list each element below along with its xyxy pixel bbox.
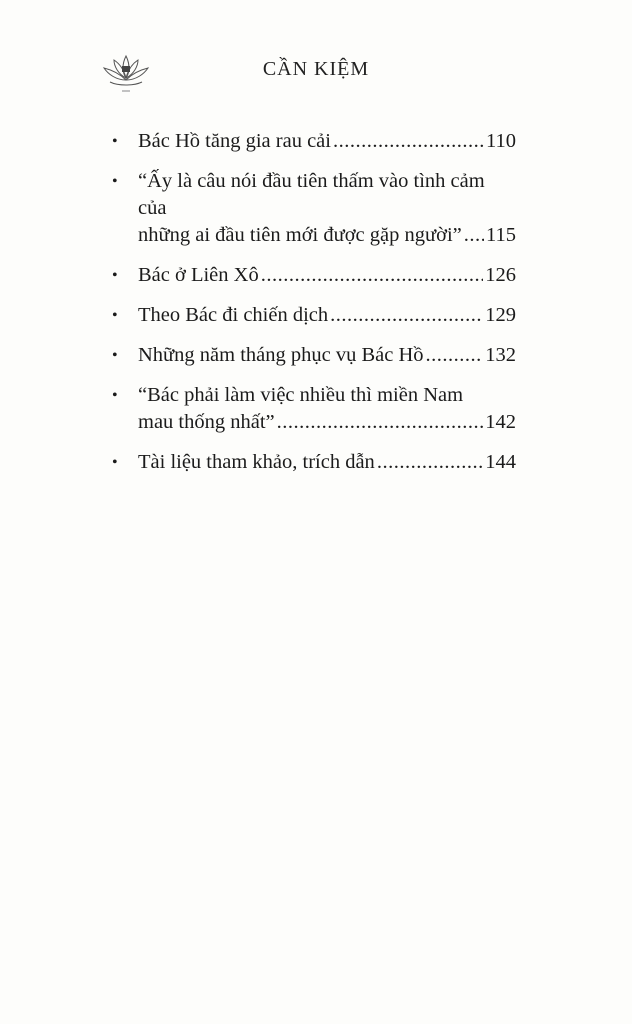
- toc-entry: [112, 449, 516, 476]
- toc-entry-title: Theo Bác đi chiến dịch: [138, 304, 329, 326]
- toc-entry: [112, 128, 516, 155]
- toc-entry: [112, 342, 516, 369]
- toc-entry-title-line: “Bác phải làm việc nhiều thì miền Nam: [138, 384, 464, 406]
- toc-entry-title: Những năm tháng phục vụ Bác Hồ: [138, 344, 424, 366]
- page-title: CẦN KIỆM: [262, 58, 370, 80]
- dot-leader: [464, 222, 484, 249]
- toc-page-number: 129: [485, 304, 516, 326]
- toc-entry: [112, 262, 516, 289]
- toc-page-number: 110: [486, 130, 516, 152]
- dot-leader: [330, 302, 483, 329]
- toc-entry-title-line: “Ấy là câu nói đầu tiên thấm vào tình cảm của: [138, 170, 485, 219]
- toc-entry: [112, 168, 516, 249]
- bullet-icon: •: [112, 347, 118, 364]
- bullet-icon: •: [112, 173, 118, 190]
- toc-page-number: 115: [486, 224, 516, 246]
- dot-leader: [333, 128, 484, 155]
- dot-leader: [277, 409, 484, 436]
- toc-entry: [112, 382, 516, 436]
- dot-leader: [377, 449, 483, 476]
- toc-page-number: 144: [485, 451, 516, 473]
- bullet-icon: •: [112, 454, 118, 471]
- toc-entry-title: Bác ở Liên Xô: [138, 264, 259, 286]
- toc-entry-title: những ai đầu tiên mới được gặp người”: [138, 224, 462, 246]
- table-of-contents: [112, 128, 516, 489]
- toc-page-number: 126: [485, 264, 516, 286]
- toc-entry-title: mau thống nhất”: [138, 411, 275, 433]
- bullet-icon: •: [112, 387, 118, 404]
- toc-entry-title: Bác Hồ tăng gia rau cải: [138, 130, 331, 152]
- toc-entry-title: Tài liệu tham khảo, trích dẫn: [138, 451, 375, 473]
- toc-page-number: 132: [485, 344, 516, 366]
- toc-entry: [112, 302, 516, 329]
- bullet-icon: •: [112, 267, 118, 284]
- toc-page-number: 142: [485, 411, 516, 433]
- dot-leader: [426, 342, 484, 369]
- dot-leader: [261, 262, 484, 289]
- bullet-icon: •: [112, 307, 118, 324]
- bullet-icon: •: [112, 133, 118, 150]
